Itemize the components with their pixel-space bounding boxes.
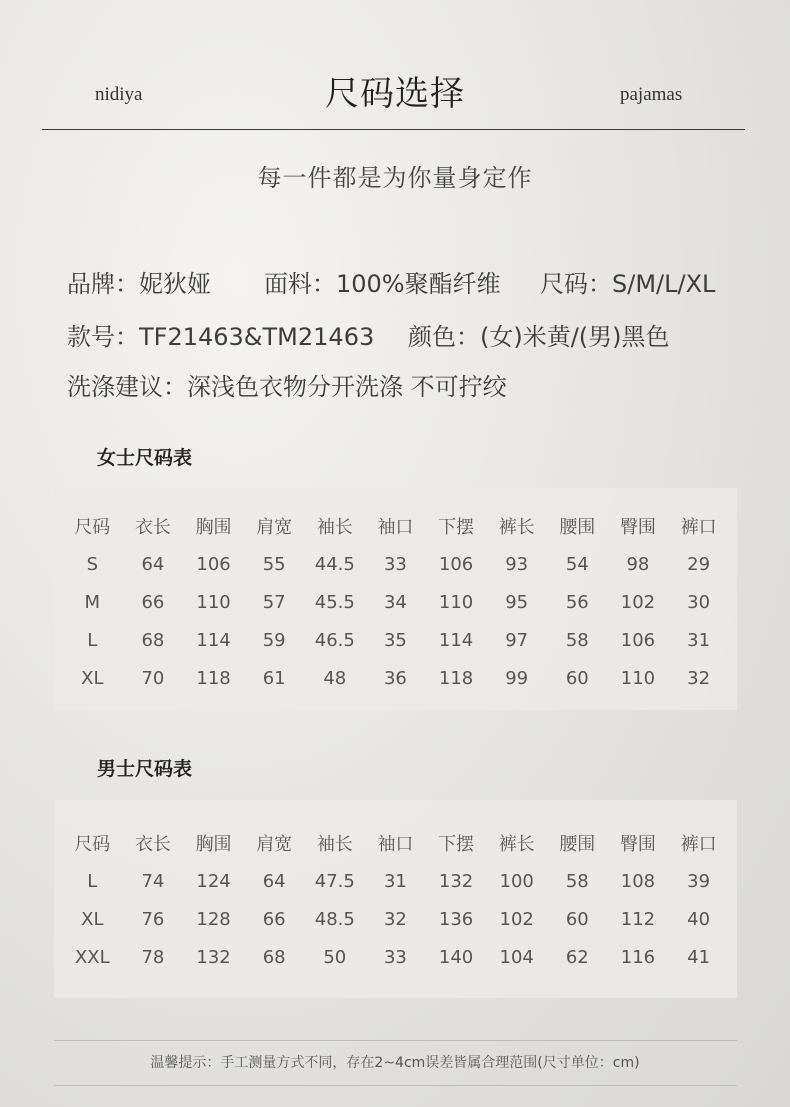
table-cell: 47.5 — [314, 870, 355, 892]
table-cell: 68 — [262, 946, 286, 968]
table-cell: 102 — [499, 908, 534, 930]
table-header-cell: 袖长 — [316, 517, 353, 538]
table-cell: 114 — [196, 629, 231, 651]
table-row — [62, 862, 729, 900]
table-cell: 54 — [565, 553, 589, 575]
page-title: 尺码选择 — [325, 74, 465, 114]
table-header-cell: 袖口 — [377, 834, 414, 855]
table-cell: 64 — [262, 870, 286, 892]
table-cell: 108 — [620, 870, 656, 892]
table-cell: XL — [81, 667, 104, 689]
table-cell: 48 — [323, 667, 347, 689]
table-cell: 106 — [438, 553, 474, 575]
table-cell: 35 — [383, 629, 407, 651]
table-cell: 56 — [565, 591, 589, 613]
table-header-cell: 尺码 — [74, 517, 111, 538]
info-washing: 洗涤建议：深浅色衣物分开洗涤 不可拧绞 — [67, 373, 507, 401]
table-cell: 106 — [620, 629, 656, 651]
table-row — [62, 900, 729, 938]
table-row — [62, 621, 729, 659]
footer-divider-bottom — [54, 1085, 737, 1086]
table-header-cell: 衣长 — [134, 834, 171, 855]
table-row — [62, 938, 729, 976]
table-cell: 60 — [565, 667, 589, 689]
men-size-table — [62, 824, 729, 976]
table-cell: 104 — [499, 946, 534, 968]
table-header-cell: 袖口 — [377, 517, 414, 538]
women-table-title: 女士尺码表 — [97, 447, 193, 469]
table-cell: 41 — [687, 946, 711, 968]
table-cell: 36 — [383, 667, 407, 689]
table-header-cell: 肩宽 — [256, 517, 293, 538]
table-cell: 136 — [438, 908, 474, 930]
table-header-cell: 裤口 — [680, 517, 717, 538]
table-cell: 64 — [141, 553, 165, 575]
table-cell: 128 — [196, 908, 231, 930]
table-header-cell: 衣长 — [134, 517, 171, 538]
table-header-cell: 腰围 — [559, 834, 596, 855]
table-cell: 78 — [141, 946, 165, 968]
table-cell: 60 — [565, 908, 589, 930]
table-header-row — [62, 507, 729, 545]
info-model: 款号：TF21463&TM21463 — [67, 323, 375, 351]
table-cell: 100 — [499, 870, 534, 892]
table-cell: 48.5 — [314, 908, 355, 930]
table-cell: 116 — [620, 946, 656, 968]
table-cell: 110 — [620, 667, 656, 689]
table-cell: 31 — [687, 629, 711, 651]
table-cell: 32 — [687, 667, 711, 689]
table-header-cell: 腰围 — [559, 517, 596, 538]
table-row — [62, 583, 729, 621]
brand-left: nidiya — [95, 84, 143, 105]
table-cell: 33 — [383, 553, 407, 575]
table-cell: 32 — [383, 908, 407, 930]
table-cell: 66 — [262, 908, 286, 930]
table-cell: L — [87, 629, 98, 651]
table-cell: 124 — [196, 870, 231, 892]
table-header-cell: 裤长 — [498, 834, 535, 855]
table-row — [62, 659, 729, 697]
table-cell: 61 — [262, 667, 286, 689]
table-cell: 114 — [438, 629, 474, 651]
table-cell: 93 — [505, 553, 529, 575]
brand-right: pajamas — [620, 84, 683, 105]
table-cell: 74 — [141, 870, 165, 892]
table-cell: 58 — [565, 629, 589, 651]
table-header-cell: 臀围 — [619, 834, 656, 855]
table-cell: M — [84, 591, 101, 613]
table-cell: 99 — [505, 667, 529, 689]
table-cell: 46.5 — [314, 629, 355, 651]
page-subtitle: 每一件都是为你量身定作 — [257, 164, 533, 192]
table-header-cell: 下摆 — [438, 834, 475, 855]
header-divider — [42, 129, 745, 130]
table-cell: 44.5 — [314, 553, 355, 575]
table-header-cell: 尺码 — [74, 834, 111, 855]
table-cell: 132 — [196, 946, 231, 968]
table-cell: 39 — [687, 870, 711, 892]
table-cell: 110 — [438, 591, 474, 613]
table-cell: 29 — [687, 553, 711, 575]
table-row — [62, 545, 729, 583]
table-cell: 62 — [565, 946, 589, 968]
table-cell: 68 — [141, 629, 165, 651]
info-sizes: 尺码：S/M/L/XL — [540, 270, 716, 298]
table-cell: 45.5 — [314, 591, 355, 613]
table-cell: 95 — [505, 591, 529, 613]
info-fabric: 面料：100%聚酯纤维 — [264, 270, 501, 298]
table-cell: 58 — [565, 870, 589, 892]
table-header-cell: 下摆 — [438, 517, 475, 538]
table-cell: 97 — [505, 629, 529, 651]
table-cell: 98 — [626, 553, 650, 575]
table-header-cell: 胸围 — [195, 517, 232, 538]
table-cell: 34 — [383, 591, 407, 613]
table-header-cell: 袖长 — [316, 834, 353, 855]
footer-divider-top — [54, 1040, 737, 1041]
table-cell: 33 — [383, 946, 407, 968]
footer-note: 温馨提示：手工测量方式不同，存在2~4cm误差皆属合理范围(尺寸单位：cm) — [150, 1055, 640, 1071]
table-header-cell: 胸围 — [195, 834, 232, 855]
table-cell: 30 — [687, 591, 711, 613]
table-cell: 132 — [438, 870, 474, 892]
table-header-cell: 肩宽 — [256, 834, 293, 855]
table-cell: 66 — [141, 591, 165, 613]
table-cell: 59 — [262, 629, 286, 651]
table-cell: L — [87, 870, 98, 892]
table-cell: 106 — [196, 553, 231, 575]
table-cell: 57 — [262, 591, 286, 613]
table-cell: 40 — [687, 908, 711, 930]
table-cell: 70 — [141, 667, 165, 689]
table-cell: S — [86, 553, 99, 575]
table-header-cell: 裤口 — [680, 834, 717, 855]
table-cell: 76 — [141, 908, 165, 930]
info-brand: 品牌：妮狄娅 — [67, 270, 211, 298]
table-cell: XXL — [74, 946, 110, 968]
table-cell: 110 — [196, 591, 231, 613]
table-cell: XL — [81, 908, 104, 930]
table-header-cell: 裤长 — [498, 517, 535, 538]
table-cell: 112 — [620, 908, 656, 930]
table-cell: 118 — [196, 667, 231, 689]
table-cell: 50 — [323, 946, 347, 968]
table-cell: 102 — [620, 591, 656, 613]
men-table-title: 男士尺码表 — [97, 758, 193, 780]
table-cell: 118 — [438, 667, 474, 689]
table-header-cell: 臀围 — [619, 517, 656, 538]
table-header-row — [62, 824, 729, 862]
women-size-table — [62, 507, 729, 697]
table-cell: 140 — [438, 946, 474, 968]
table-cell: 31 — [383, 870, 407, 892]
table-cell: 55 — [262, 553, 286, 575]
info-color: 颜色：(女)米黄/(男)黑色 — [408, 323, 670, 351]
